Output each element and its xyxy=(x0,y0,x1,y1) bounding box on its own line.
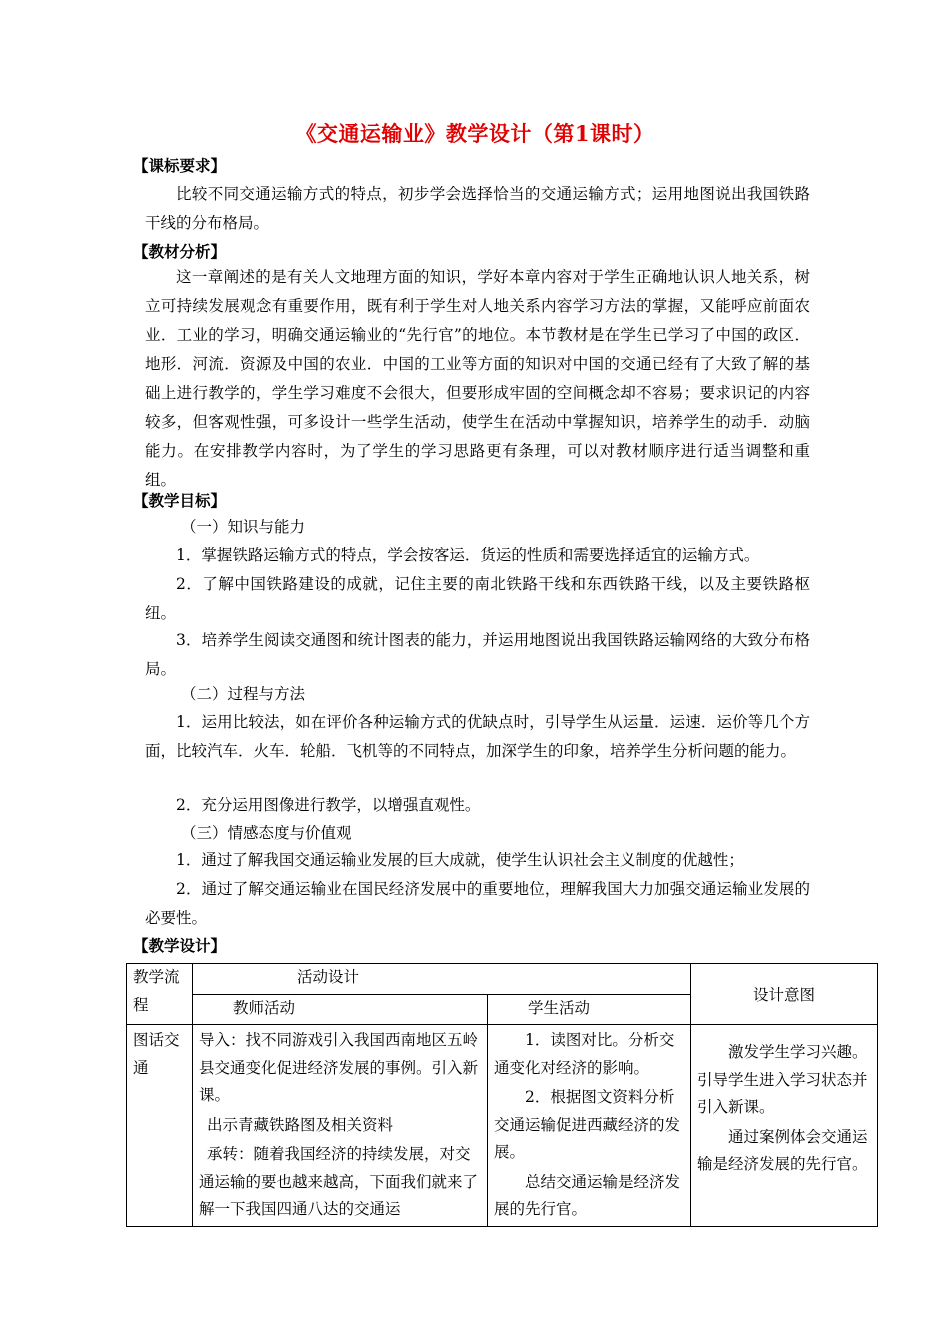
objective-k3: 3．培养学生阅读交通图和统计图表的能力，并运用地图说出我国铁路运输网络的大致分布格局。 xyxy=(145,631,810,678)
teacher-text-3: 承转：随着我国经济的持续发展，对交通运输的要也越来越高，下面我们就来了解一下我国四通八达的交通运 xyxy=(199,1145,479,1218)
row-flow: 图话交通 xyxy=(127,1025,193,1227)
row-student xyxy=(488,1025,691,1227)
header-activity: 活动设计 xyxy=(193,964,691,995)
teacher-text-2: 出示青藏铁路图及相关资料 xyxy=(207,1115,394,1134)
objective-k1: 1．掌握铁路运输方式的特点，学会按客运．货运的性质和需要选择适宜的运输方式。 xyxy=(176,546,760,564)
objective-e2: 2．通过了解交通运输业在国民经济发展中的重要地位，理解我国大力加强交通运输业发展的必要性。 xyxy=(145,880,810,927)
student-text-2: 2．根据图文资料分析交通运输促进西藏经济的发展。 xyxy=(494,1088,681,1161)
teacher-text-1: 导入：找不同游戏引入我国西南地区五岭县交通变化促进经济发展的事例。引入新课。 xyxy=(199,1031,479,1104)
analysis-text: 这一章阐述的是有关人文地理方面的知识，学好本章内容对于学生正确地认识人地关系，树立可持续发展观念有重要作用，既有利于学生对人地关系内容学习方法的掌握，又能呼应前面农业．工业的学习，明确交通运输业的“先行官”的地位。本节教材是在学生已学习了中国的政区．地形．河流．资源及中国的农业．中国的工业等方面的知识对中国的交通已经有了大致了解的基础上进行教学的，学生学习难度不会很大，但要形成牢固的空间概念却不容易；要求识记的内容较多，但客观性强，可多设计一些学生活动，使学生在活动中掌握知识，培养学生的动手．动脑能力。在安排教学内容时，为了学生的学习思路更有条理，可以对教材顺序进行适当调整和重组。 xyxy=(145,268,810,489)
design-table xyxy=(126,963,878,1227)
intent-text-1: 激发学生学习兴趣。引导学生进入学习状态并引入新课。 xyxy=(697,1043,868,1116)
curriculum-text: 比较不同交通运输方式的特点，初步学会选择恰当的交通运输方式；运用地图说出我国铁路干线的分布格局。 xyxy=(145,185,810,232)
heading-curriculum: 【课标要求】 xyxy=(133,156,227,175)
row-teacher xyxy=(193,1025,488,1227)
header-teacher: 教师活动 xyxy=(193,994,488,1025)
heading-design: 【教学设计】 xyxy=(133,936,227,955)
objective-e1: 1．通过了解我国交通运输业发展的巨大成就，使学生认识社会主义制度的优越性； xyxy=(176,851,744,869)
heading-objectives: 【教学目标】 xyxy=(133,491,227,510)
document-title: 《交通运输业》教学设计（第1课时） xyxy=(295,121,655,146)
heading-analysis: 【教材分析】 xyxy=(133,242,227,261)
objective-p2: 2．充分运用图像进行教学，以增强直观性。 xyxy=(176,796,481,814)
header-flow: 教学流程 xyxy=(127,964,193,1025)
process-title: （二）过程与方法 xyxy=(181,685,306,703)
knowledge-title: （一）知识与能力 xyxy=(181,518,306,536)
intent-text-2: 通过案例体会交通运输是经济发展的先行官。 xyxy=(697,1127,868,1173)
student-text-1: 1．读图对比。分析交通变化对经济的影响。 xyxy=(494,1031,675,1077)
header-intent: 设计意图 xyxy=(691,964,878,1025)
student-text-3: 总结交通运输是经济发展的先行官。 xyxy=(494,1172,681,1218)
emotion-title: （三）情感态度与价值观 xyxy=(181,824,352,842)
header-student: 学生活动 xyxy=(488,994,691,1025)
row-intent xyxy=(691,1025,878,1227)
objective-p1: 1．运用比较法，如在评价各种运输方式的优缺点时，引导学生从运量．运速．运价等几个方面，比较汽车．火车．轮船．飞机等的不同特点，加深学生的印象，培养学生分析问题的能力。 xyxy=(145,713,810,760)
objective-k2: 2．了解中国铁路建设的成就，记住主要的南北铁路干线和东西铁路干线，以及主要铁路枢纽。 xyxy=(145,575,810,622)
